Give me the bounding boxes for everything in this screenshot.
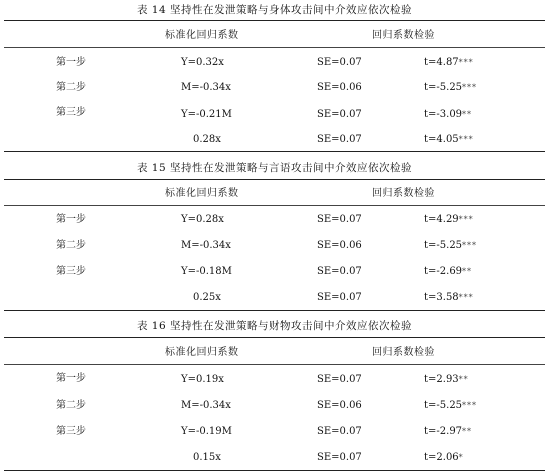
table-14-header-rule [4,47,545,48]
table-15-header-rule [4,205,545,206]
table-15-row-4-se: SE=0.07 [317,292,362,303]
table-16-row-1-se: SE=0.07 [317,374,362,385]
table-15-row-1-coef: Y=0.28x [181,214,224,225]
table-14-row-3-se: SE=0.07 [317,109,362,120]
significance-stars: ** [462,110,473,119]
table-15-row-2-t [424,240,477,252]
significance-stars: *** [458,135,474,144]
table-15-top-rule [4,179,545,180]
table-16-caption: 表 16 坚持性在发泄策略与财物攻击间中介效应依次检验 [136,320,413,332]
table-14-row-2-step: 第二步 [56,82,86,93]
t-value: t=-3.09 [424,109,463,120]
significance-stars: *** [458,58,474,67]
t-value: t=-2.69 [424,266,463,277]
table-16-header-rule [4,364,545,365]
table-14-row-2-coef: M=-0.34x [181,82,231,93]
table-15-header-coef: 标准化回归系数 [165,188,239,199]
table-15-row-3-se: SE=0.07 [317,266,362,277]
significance-stars: ** [462,267,473,276]
t-value: t=4.29 [424,214,459,225]
table-16-row-1-t [424,374,469,386]
table-15-row-3-step: 第三步 [56,266,86,277]
table-16-row-2-step: 第二步 [56,400,86,411]
table-15-header-test: 回归系数检验 [372,188,435,199]
table-14-row-3-coef: Y=-0.21M [181,109,232,120]
table-14-row-3-step: 第三步 [56,107,86,118]
t-value: t=-2.97 [424,426,463,437]
table-14-row-3-t [424,109,472,121]
significance-stars: *** [462,401,478,410]
t-value: t=4.05 [424,134,459,145]
t-value: t=2.06 [424,452,459,463]
significance-stars: *** [462,83,478,92]
table-14-row-1-step: 第一步 [56,57,86,68]
t-value: t=3.58 [424,292,459,303]
table-16-row-4-t [424,452,464,464]
table-15-bottom-rule [4,310,545,311]
table-16-header-test: 回归系数检验 [372,347,435,358]
table-16-row-4-se: SE=0.07 [317,452,362,463]
t-value: t=-5.25 [424,82,463,93]
table-16-row-3-se: SE=0.07 [317,426,362,437]
table-15-caption: 表 15 坚持性在发泄策略与言语攻击间中介效应依次检验 [136,162,413,174]
significance-stars: ** [458,375,469,384]
table-15-row-1-se: SE=0.07 [317,214,362,225]
table-14-row-4-t [424,134,474,146]
table-14-row-4-se: SE=0.07 [317,134,362,145]
t-value: t=4.87 [424,57,459,68]
table-14-caption: 表 14 坚持性在发泄策略与身体攻击间中介效应依次检验 [136,4,413,16]
table-14-row-1-t [424,57,474,69]
table-14-bottom-rule [4,151,545,152]
table-14-row-4-coef: 0.28x [193,134,221,145]
table-16-row-1-step: 第一步 [56,373,86,384]
table-15-row-2-step: 第二步 [56,240,86,251]
significance-stars: *** [462,241,478,250]
table-14-row-2-t [424,82,477,94]
t-value: t=-5.25 [424,400,463,411]
significance-stars: * [458,453,464,462]
significance-stars: *** [458,215,474,224]
table-14-row-1-se: SE=0.07 [317,57,362,68]
table-15-row-4-t [424,292,474,304]
table-15-row-3-t [424,266,472,278]
table-16-row-4-coef: 0.15x [193,452,221,463]
t-value: t=-5.25 [424,240,463,251]
table-15-row-1-step: 第一步 [56,214,86,225]
table-16-row-1-coef: Y=0.19x [181,374,224,385]
table-16-bottom-rule [4,470,545,471]
table-14-header-test: 回归系数检验 [372,30,435,41]
table-15-row-4-coef: 0.25x [193,292,221,303]
table-14-row-2-se: SE=0.06 [317,82,362,93]
table-16-top-rule [4,337,545,338]
table-14-row-1-coef: Y=0.32x [181,57,224,68]
table-16-row-2-t [424,400,477,412]
t-value: t=2.93 [424,374,459,385]
table-14-header-coef: 标准化回归系数 [165,30,239,41]
table-16-row-3-step: 第三步 [56,426,86,437]
table-16-header-coef: 标准化回归系数 [165,347,239,358]
table-16-row-2-se: SE=0.06 [317,400,362,411]
table-16-row-3-t [424,426,472,438]
table-15-row-3-coef: Y=-0.18M [181,266,232,277]
table-14-top-rule [4,20,545,21]
table-15-row-2-se: SE=0.06 [317,240,362,251]
table-16-row-3-coef: Y=-0.19M [181,426,232,437]
table-16-row-2-coef: M=-0.34x [181,400,231,411]
table-15-row-1-t [424,214,474,226]
significance-stars: ** [462,427,473,436]
significance-stars: *** [458,293,474,302]
table-15-row-2-coef: M=-0.34x [181,240,231,251]
